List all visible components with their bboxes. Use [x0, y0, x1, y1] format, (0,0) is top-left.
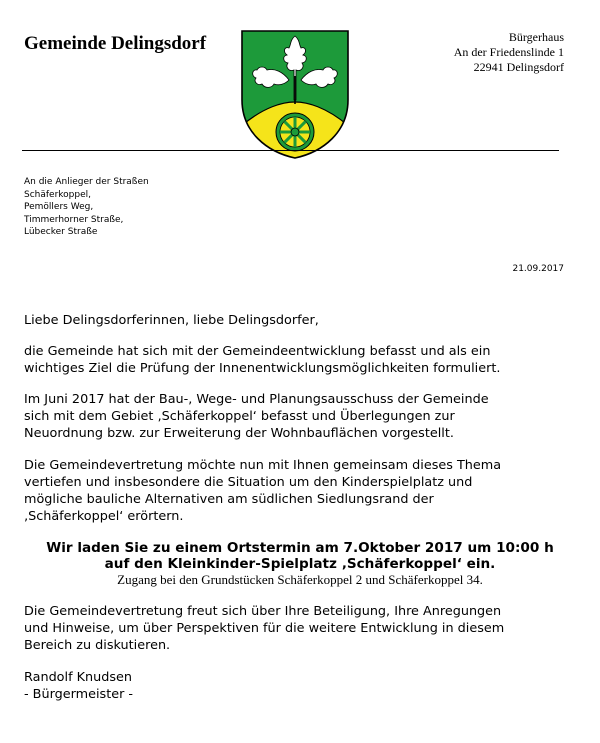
- recipient-block: [24, 176, 149, 239]
- recipient-line: An die Anlieger der Straßen: [24, 177, 149, 187]
- text-line: ‚Schäferkoppel‘ erörtern.: [24, 509, 184, 524]
- recipient-line: Pemöllers Weg,: [24, 202, 94, 212]
- signer-name: Randolf Knudsen: [24, 670, 133, 685]
- paragraph-intro: [24, 343, 569, 377]
- signer-role: - Bürgermeister -: [24, 687, 134, 702]
- header-divider: [22, 150, 559, 151]
- sender-address: [454, 30, 564, 75]
- address-line: Bürgerhaus: [508, 30, 564, 44]
- text-line: die Gemeinde hat sich mit der Gemeindeentwicklung befasst und als ein: [24, 344, 491, 359]
- text-line: mögliche bauliche Alternativen am südlichen Siedlungsrand der: [24, 492, 434, 507]
- text-line: Neuordnung bzw. zur Erweiterung der Wohnbauflächen vorgestellt.: [24, 426, 454, 441]
- address-line: 22941 Delingsdorf: [473, 60, 564, 74]
- text-line: auf den Kleinkinder-Spielplatz ‚Schäferkoppel‘ ein.: [104, 556, 496, 572]
- signature-block: [24, 669, 569, 703]
- paragraph-council: [24, 457, 569, 525]
- paragraph-closing: [24, 603, 569, 654]
- text-line: Die Gemeindevertretung möchte nun mit Ihnen gemeinsam dieses Thema: [24, 458, 502, 473]
- municipality-title: Gemeinde Delingsdorf: [24, 33, 207, 54]
- text-line: sich mit dem Gebiet ‚Schäferkoppel‘ befasst und Überlegungen zur: [24, 409, 455, 424]
- text-line: und Hinweise, um über Perspektiven für die weitere Entwicklung in diesem: [24, 621, 505, 636]
- text-line: Wir laden Sie zu einem Ortstermin am 7.Oktober 2017 um 10:00 h: [46, 540, 554, 556]
- text-line: Die Gemeindevertretung freut sich über Ihre Beteiligung, Ihre Anregungen: [24, 604, 502, 619]
- coat-of-arms-logo: [239, 28, 351, 160]
- access-note: Zugang bei den Grundstücken Schäferkoppel 2 und Schäferkoppel 34.: [117, 572, 483, 587]
- text-line: vertiefen und insbesondere die Situation um den Kinderspielplatz und: [24, 475, 473, 490]
- text-line: Im Juni 2017 hat der Bau-, Wege- und Planungsausschuss der Gemeinde: [24, 392, 489, 407]
- recipient-line: Timmerhorner Straße,: [24, 214, 124, 225]
- recipient-line: Lübecker Straße: [24, 227, 98, 237]
- wagon-wheel-icon: [276, 113, 314, 151]
- text-line: Bereich zu diskutieren.: [24, 638, 171, 653]
- invitation-announcement: [18, 540, 582, 572]
- address-line: An der Friedenslinde 1: [453, 45, 564, 59]
- salutation: Liebe Delingsdorferinnen, liebe Delingsdorfer,: [24, 313, 319, 328]
- text-line: wichtiges Ziel die Prüfung der Innenentwicklungsmöglichkeiten formuliert.: [24, 361, 501, 376]
- letter-date: 21.09.2017: [512, 264, 564, 274]
- paragraph-committee: [24, 391, 569, 442]
- recipient-line: Schäferkoppel,: [24, 189, 92, 200]
